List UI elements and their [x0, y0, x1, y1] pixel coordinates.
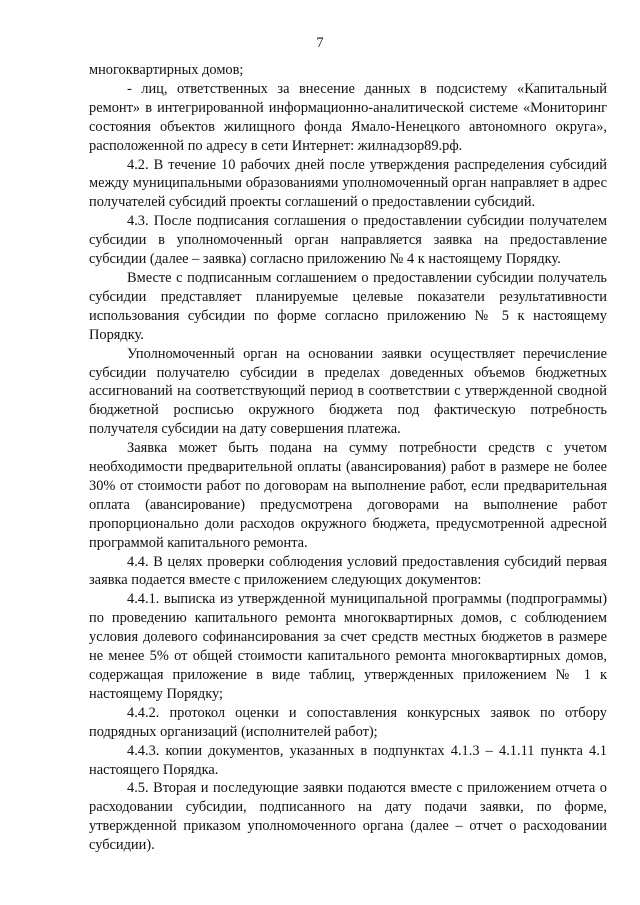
paragraph-transfer: Уполномоченный орган на основании заявки осуществляет перечисление субсидии получателю субсидии в пределах доведенных объемов бюджетных ассигнований на соответствующий период в соответствии с утвержденной сводной бюджетной росписью окружного бюджета под фактическую потребность получателя субсидии на дату совершения платежа. — [89, 345, 607, 438]
paragraph-4-3: 4.3. После подписания соглашения о предоставлении субсидии получателем субсидии в уполномоченный орган направляется заявка на предоставление субсидии (далее – заявка) согласно приложению № 4 к настоящему Порядку. — [89, 213, 607, 268]
body-text — [89, 61, 607, 855]
paragraph-4-4-3: 4.4.3. копии документов, указанных в подпунктах 4.1.3 – 4.1.11 пункта 4.1 настоящего Порядка. — [89, 742, 607, 778]
paragraph-4-4: 4.4. В целях проверки соблюдения условий предоставления субсидий первая заявка подается вместе с приложением следующих документов: — [89, 553, 607, 589]
paragraph-4-4-1: 4.4.1. выписка из утвержденной муниципальной программы (подпрограммы) по проведению капитального ремонта многоквартирных домов, с соблюдением условия долевого софинансирования за счет средств местных бюджетов в размере не менее 5% от общей стоимости капитального ремонта многоквартирных домов, содержащая приложение в виде таблиц, утвержденных приложением № 1 к настоящему Порядку; — [89, 591, 607, 702]
paragraph-list-item: - лиц, ответственных за внесение данных в подсистему «Капитальный ремонт» в интегрированной информационно-аналитической системе «Мониторинг состояния объектов жилищного фонда Ямало-Ненецкого автономного округа», расположенной по адресу в сети Интернет: жилнадзор89.рф. — [89, 80, 607, 154]
paragraph-advance: Заявка может быть подана на сумму потребности средств с учетом необходимости предварительной оплаты (авансирования) работ в размере не более 30% от стоимости работ по договорам на выполнение работ, если предварительная оплата (авансирование) предусмотрена договорами на выполнение работ пропорционально доли расходов окружного бюджета, предусмотренной адресной программой капитального ремонта. — [89, 440, 607, 551]
paragraph-continuation: многоквартирных домов; — [89, 62, 244, 78]
paragraph-targets: Вместе с подписанным соглашением о предоставлении субсидии получатель субсидии представляет планируемые целевые показатели результативности использования субсидии по форме согласно приложению № 5 к настоящему Порядку. — [89, 269, 607, 343]
paragraph-4-4-2: 4.4.2. протокол оценки и сопоставления конкурсных заявок по отбору подрядных организаций (исполнителей работ); — [89, 704, 607, 740]
page-number: 7 — [316, 35, 324, 51]
paragraph-4-5: 4.5. Вторая и последующие заявки подаются вместе с приложением отчета о расходовании субсидии, подписанного на дату подачи заявки, по форме, утвержденной приказом уполномоченного органа (далее – отчет о расходовании субсидии). — [89, 780, 607, 854]
paragraph-4-2: 4.2. В течение 10 рабочих дней после утверждения распределения субсидий между муниципальными образованиями уполномоченный орган направляет в адрес получателей субсидий проекты соглашений о предоставлении субсидий. — [89, 156, 607, 211]
